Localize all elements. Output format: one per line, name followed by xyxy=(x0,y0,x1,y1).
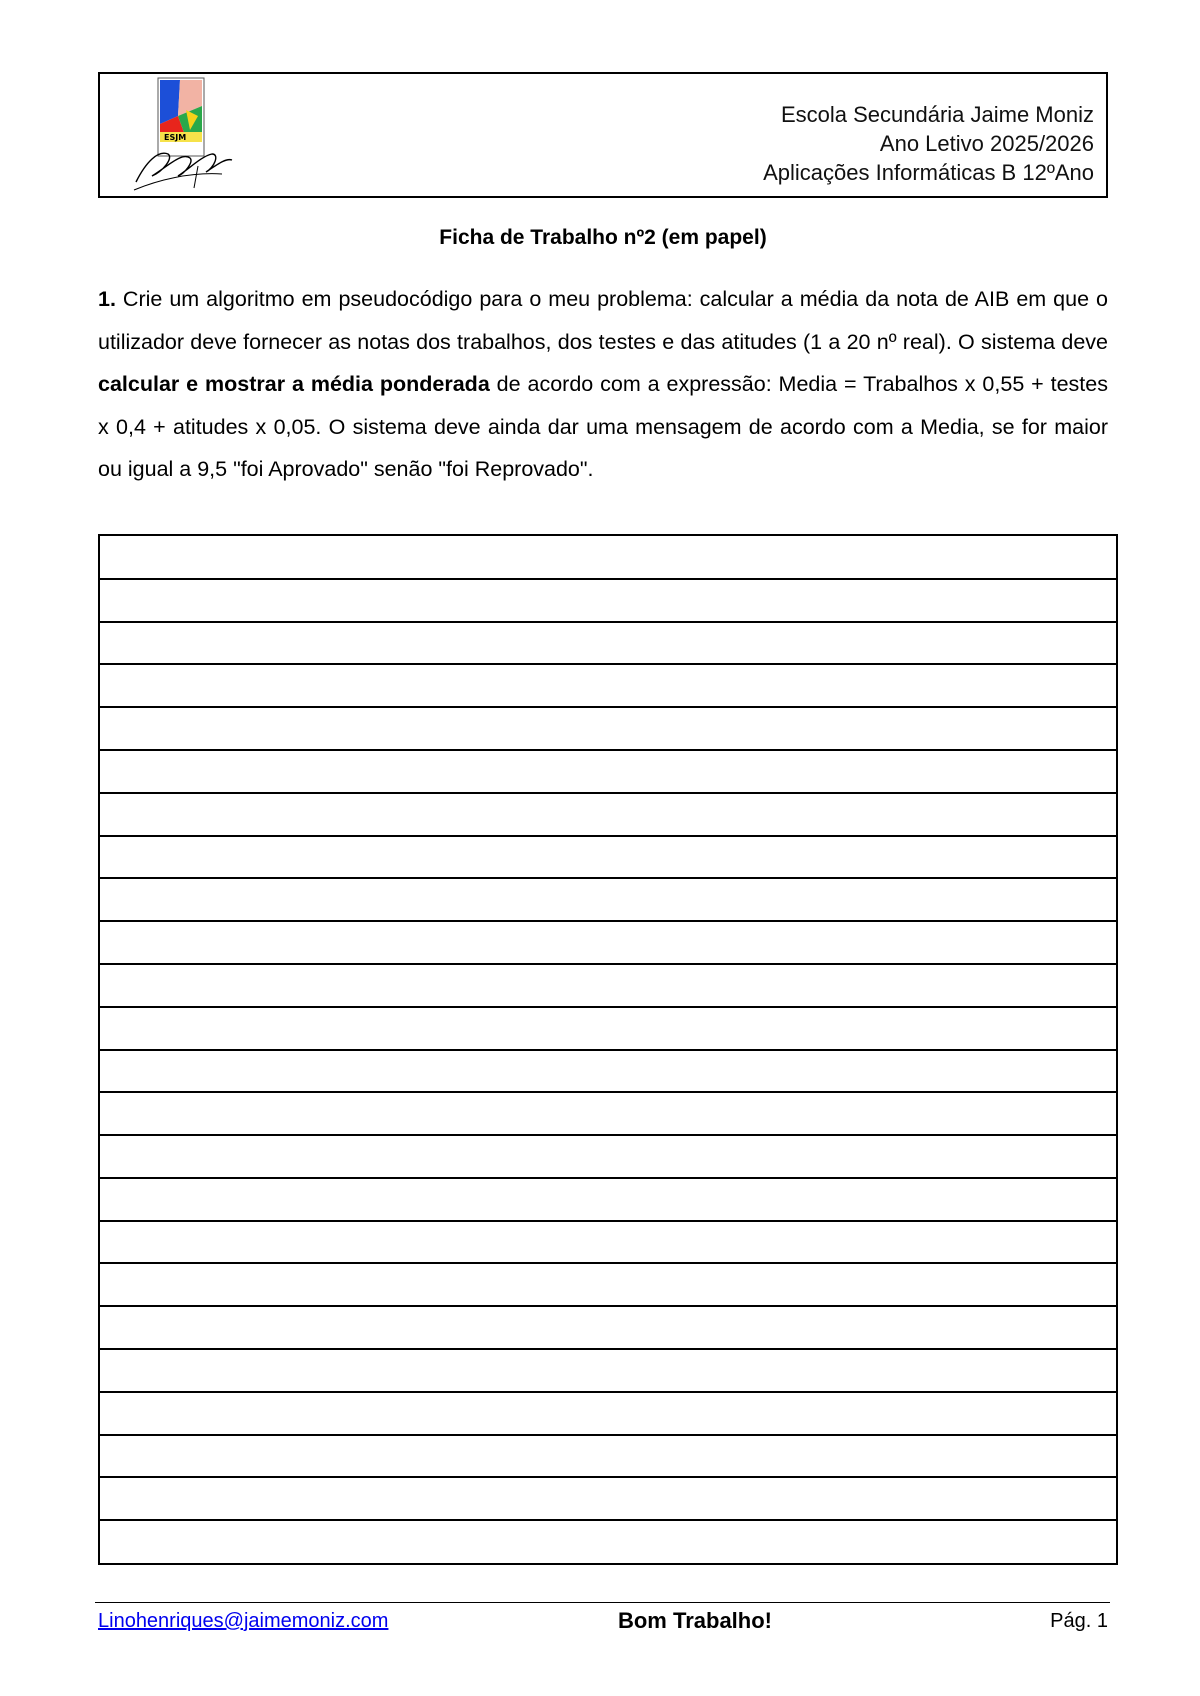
footer-email-link[interactable]: Linohenriques@jaimemoniz.com xyxy=(98,1610,389,1632)
answer-line xyxy=(100,1177,1116,1179)
answer-line xyxy=(100,792,1116,794)
page-number: Pág. 1 xyxy=(1050,1610,1108,1632)
answer-line xyxy=(100,1348,1116,1350)
worksheet-title: Ficha de Trabalho nº2 (em papel) xyxy=(439,226,767,249)
header-box xyxy=(98,72,1108,198)
answer-line xyxy=(100,578,1116,580)
footer-message: Bom Trabalho! xyxy=(617,1608,772,1633)
answer-lines-box[interactable] xyxy=(98,534,1118,1565)
answer-line xyxy=(100,1476,1116,1478)
answer-line xyxy=(100,1391,1116,1393)
answer-line xyxy=(100,1091,1116,1093)
svg-text:ESJM: ESJM xyxy=(164,133,187,142)
answer-line xyxy=(100,1049,1116,1051)
answer-line xyxy=(100,621,1116,623)
school-year: Ano Letivo 2025/2026 xyxy=(879,131,1094,156)
school-name: Escola Secundária Jaime Moniz xyxy=(780,102,1094,127)
answer-line xyxy=(100,663,1116,665)
question-text-part-1: Crie um algoritmo em pseudocódigo para o meu problema: calcular a média da nota de AIB em que o utilizador deve fornecer as notas dos trabalhos, dos testes e das atitudes (1 a 20 nº real). O sistema deve xyxy=(98,287,1108,354)
answer-line xyxy=(100,1305,1116,1307)
answer-line xyxy=(100,1220,1116,1222)
header-text xyxy=(763,100,1094,187)
answer-line xyxy=(100,1434,1116,1436)
answer-line xyxy=(100,877,1116,879)
answer-line xyxy=(100,706,1116,708)
question-number: 1. xyxy=(98,287,116,311)
footer-divider xyxy=(95,1602,1110,1603)
course-name: Aplicações Informáticas B 12ºAno xyxy=(763,160,1094,185)
answer-line xyxy=(100,963,1116,965)
question-bold-phrase: calcular e mostrar a média ponderada xyxy=(98,372,490,396)
answer-line xyxy=(100,835,1116,837)
answer-line xyxy=(100,920,1116,922)
question-text-part-2: de acordo com a expressão: Media = Trabalhos x 0,55 + testes x 0,4 + atitudes x 0,05. O sistema deve ainda dar uma mensagem de acordo com a Media, se for maior ou igual a 9,5 "foi Aprovado" senão "foi Reprovado". xyxy=(98,372,1108,481)
question-1 xyxy=(98,278,1108,491)
answer-line xyxy=(100,1519,1116,1521)
answer-line xyxy=(100,1134,1116,1136)
school-logo-icon xyxy=(128,76,240,194)
answer-line xyxy=(100,1006,1116,1008)
answer-line xyxy=(100,1262,1116,1264)
answer-line xyxy=(100,749,1116,751)
